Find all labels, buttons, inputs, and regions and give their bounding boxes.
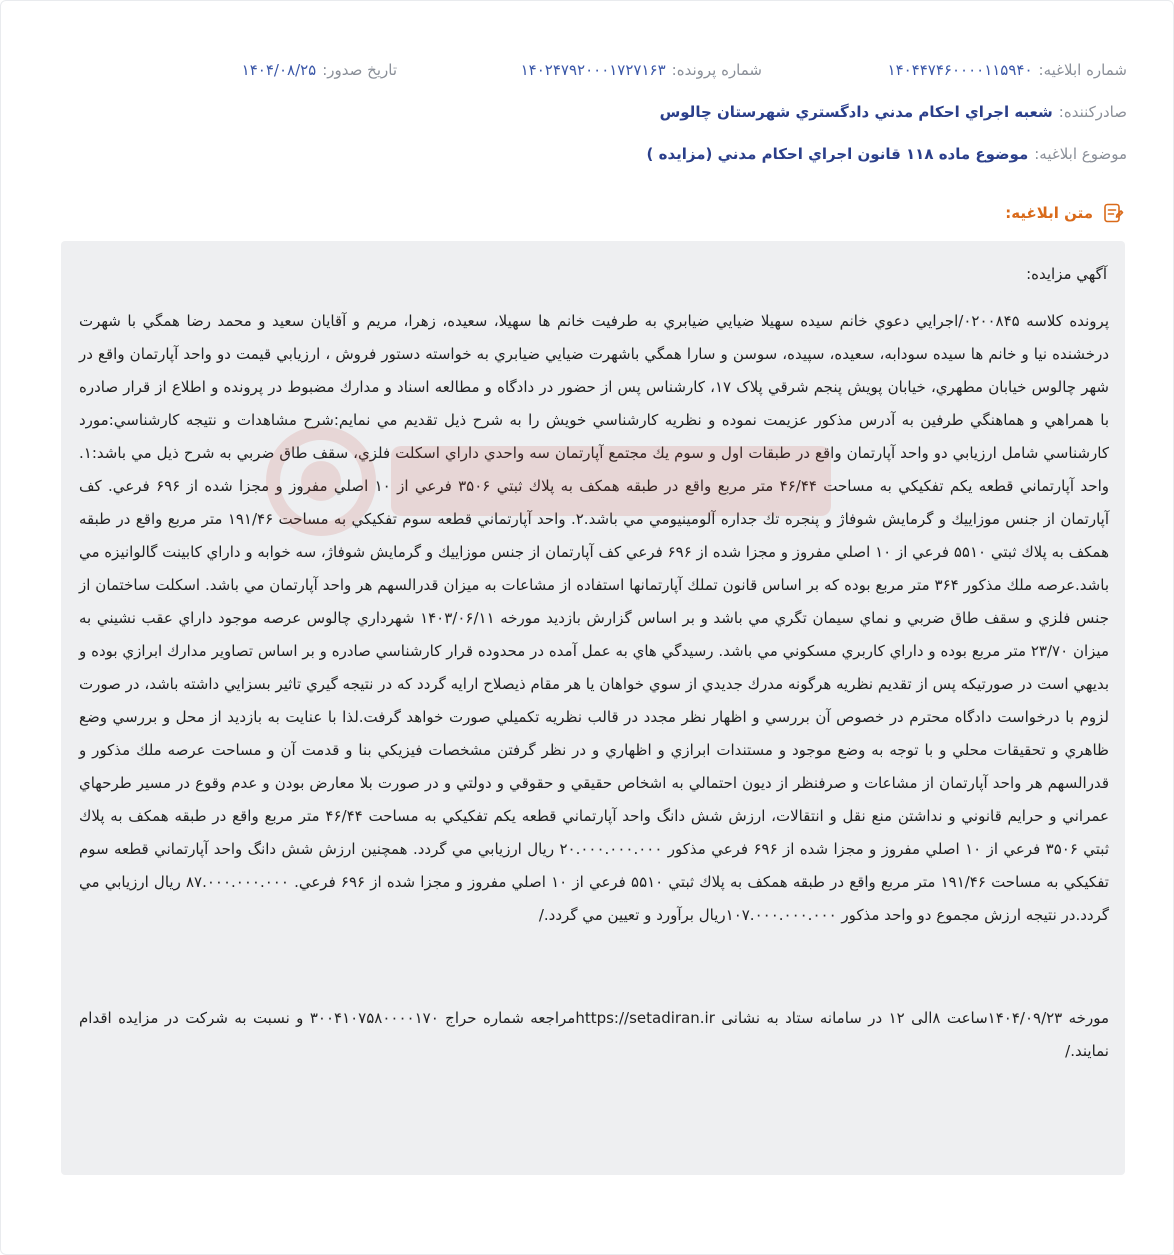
subject-row [47, 139, 1127, 169]
notice-body-box [61, 241, 1125, 1175]
issuer: شعبه اجراي احکام مدني دادگستري شهرستان چالوس [659, 103, 1053, 121]
subject-label: موضوع ابلاغیه: [1034, 145, 1127, 163]
notice-text-heading [1005, 201, 1125, 225]
subject: موضوع ماده ۱۱۸ قانون اجراي احکام مدني (مزايده ) [646, 145, 1029, 163]
notice-footer-text: مورخه ۱۴۰۴/۰۹/۲۳ساعت ۸الی ۱۲ در سامانه ستاد به نشانی https://setadiran.irمراجعه شماره حراج ۳۰۰۴۱۰۷۵۸۰۰۰۰۱۷۰ و نسبت به شرکت در مزایده اقدام نمایند./ [79, 1009, 1109, 1060]
case-number-label: شماره پرونده: [671, 61, 762, 79]
section-title: متن ابلاغیه: [1005, 204, 1093, 222]
case-number-cell [521, 61, 762, 79]
notice-number: ۱۴۰۴۴۷۴۶۰۰۰۰۱۱۵۹۴۰ [887, 61, 1033, 79]
issue-date-label: تاریخ صدور: [322, 61, 397, 79]
issuer-label: صادرکننده: [1058, 103, 1127, 121]
case-number: ۱۴۰۲۴۷۹۲۰۰۰۱۷۲۷۱۶۳ [520, 61, 666, 79]
issuer-row [47, 97, 1127, 127]
document-icon [1101, 201, 1125, 225]
notice-heading: آگهي مزايده: [1026, 265, 1107, 283]
notice-number-cell [888, 61, 1127, 79]
header-meta-row [47, 55, 1127, 85]
issue-date-cell [242, 61, 397, 79]
notice-number-label: شماره ابلاغیه: [1038, 61, 1127, 79]
notice-body-text: پرونده کلاسه ۰۲۰۰۸۴۵/اجرايي دعوي خانم سيده سهيلا ضيايي ضيابري به طرفيت خانم ها سهيلا، سعيده، زهرا، مريم و آقايان سعيد و محمد رضا همگي با شهرت درخشنده نيا و خانم ها سيده سودابه، سعيده، سپيده، سوسن و سارا همگي باشهرت ضيايي ضيابري به خواسته دستور فروش ، ارزيابي قيمت دو واحد آپارتمان واقع در شهر چالوس خيابان مطهري، خيابان پويش پنجم شرقي پلاک ۱۷، کارشناس پس از حضور در دادگاه و مطالعه اسناد و مدارك مضبوط در پرونده و اطلاع از قرار صادره با همراهي و هماهنگي طرفين به آدرس مذكور عزيمت نموده و نظريه كارشناسي خويش را به شرح ذيل تقديم مي نمايم:شرح مشاهدات و نتيجه كارشناسي:مورد كارشناسي شامل ارزيابي دو واحد آپارتمان واقع در طبقات اول و سوم يك مجتمع آپارتمان سه واحدي داراي اسكلت فلزي، سقف طاق ضربي به شرح ذيل مي باشد:۱. واحد آپارتماني قطعه يكم تفكيكي به مساحت ۴۶/۴۴ متر مربع واقع در طبقه همكف به پلاك ثبتي ۳۵۰۶ فرعي از ۱۰ اصلي مفروز و مجزا شده از ۶۹۶ فرعي. كف آپارتمان از جنس موزاييك و گرمايش شوفاژ و پنجره تك جداره آلومينيومي مي باشد.۲. واحد آپارتماني قطعه سوم تفكيكي به مساحت ۱۹۱/۴۶ متر مربع واقع در طبقه همكف به پلاك ثبتي ۵۵۱۰ فرعي از ۱۰ اصلي مفروز و مجزا شده از ۶۹۶ فرعي كف آپارتمان از جنس موزاييك و گرمايش شوفاژ، سه خوابه و داراي كابينت گالوانيزه مي باشد.عرصه ملك مذكور ۳۶۴ متر مربع بوده كه بر اساس قانون تملك آپارتمانها استفاده از مشاعات به ميزان قدرالسهم هر واحد آپارتمان مي باشد. اسكلت ساختمان از جنس فلزي و سقف طاق ضربي و نماي سيمان تگري مي باشد و بر اساس گزارش بازديد مورخه ۱۴۰۳/۰۶/۱۱ شهرداري چالوس عرصه موجود داراي عقب نشيني به ميزان ۲۳/۷۰ متر مربع بوده و داراي كاربري مسكوني مي باشد. رسيدگي هاي به عمل آمده در محدوده قرار كارشناسي صادره و بر اساس تصاوير مدارك ابرازي بوده و بديهي است در صورتيكه پس از تقديم نظريه هرگونه مدرك جديدي از سوي خواهان يا هر مقام ذيصلاح ارايه گردد كه در نتيجه گيري تاثير بسزايي داشته باشد، در صورت لزوم با درخواست دادگاه محترم در خصوص آن بررسي و اظهار نظر مجدد در قالب نظريه تكميلي صورت خواهد گرفت.لذا با عنايت به بازديد از محل و بررسي وضع ظاهري و تحقيقات محلي و با توجه به وضع موجود و مستندات ابرازي و اظهاري و در نظر گرفتن مشخصات فيزيكي بنا و قدمت آن و مساحت عرصه ملك مذكور و قدرالسهم هر واحد آپارتمان از مشاعات و صرفنظر از ديون احتمالي به اشخاص حقيقي و حقوقي و دولتي و در صورت بلا معارض بودن و عدم وقوع در مسير طرحهاي عمراني و حرايم قانوني و نداشتن منع نقل و انتقالات، ارزش شش دانگ واحد آپارتماني قطعه يكم تفكيكي به مساحت ۴۶/۴۴ متر مربع واقع در طبقه همكف به پلاك ثبتي ۳۵۰۶ فرعي از ۱۰ اصلي مفروز و مجزا شده از ۶۹۶ فرعي مذكور ۲۰.۰۰۰.۰۰۰.۰۰۰ ريال ارزيابي مي گردد. همچنين ارزش شش دانگ واحد آپارتماني قطعه سوم تفكيكي به مساحت ۱۹۱/۴۶ متر مربع واقع در طبقه همكف به پلاك ثبتي ۵۵۱۰ فرعي از ۱۰ اصلي مفروز و مجزا شده از ۶۹۶ فرعي. ۸۷.۰۰۰.۰۰۰.۰۰۰ ريال ارزيابي مي گردد.در نتيجه ارزش مجموع دو واحد مذكور ۱۰۷.۰۰۰.۰۰۰.۰۰۰ريال برآورد و تعيين مي گردد./ [79, 312, 1110, 924]
issue-date: ۱۴۰۴/۰۸/۲۵ [241, 61, 317, 79]
